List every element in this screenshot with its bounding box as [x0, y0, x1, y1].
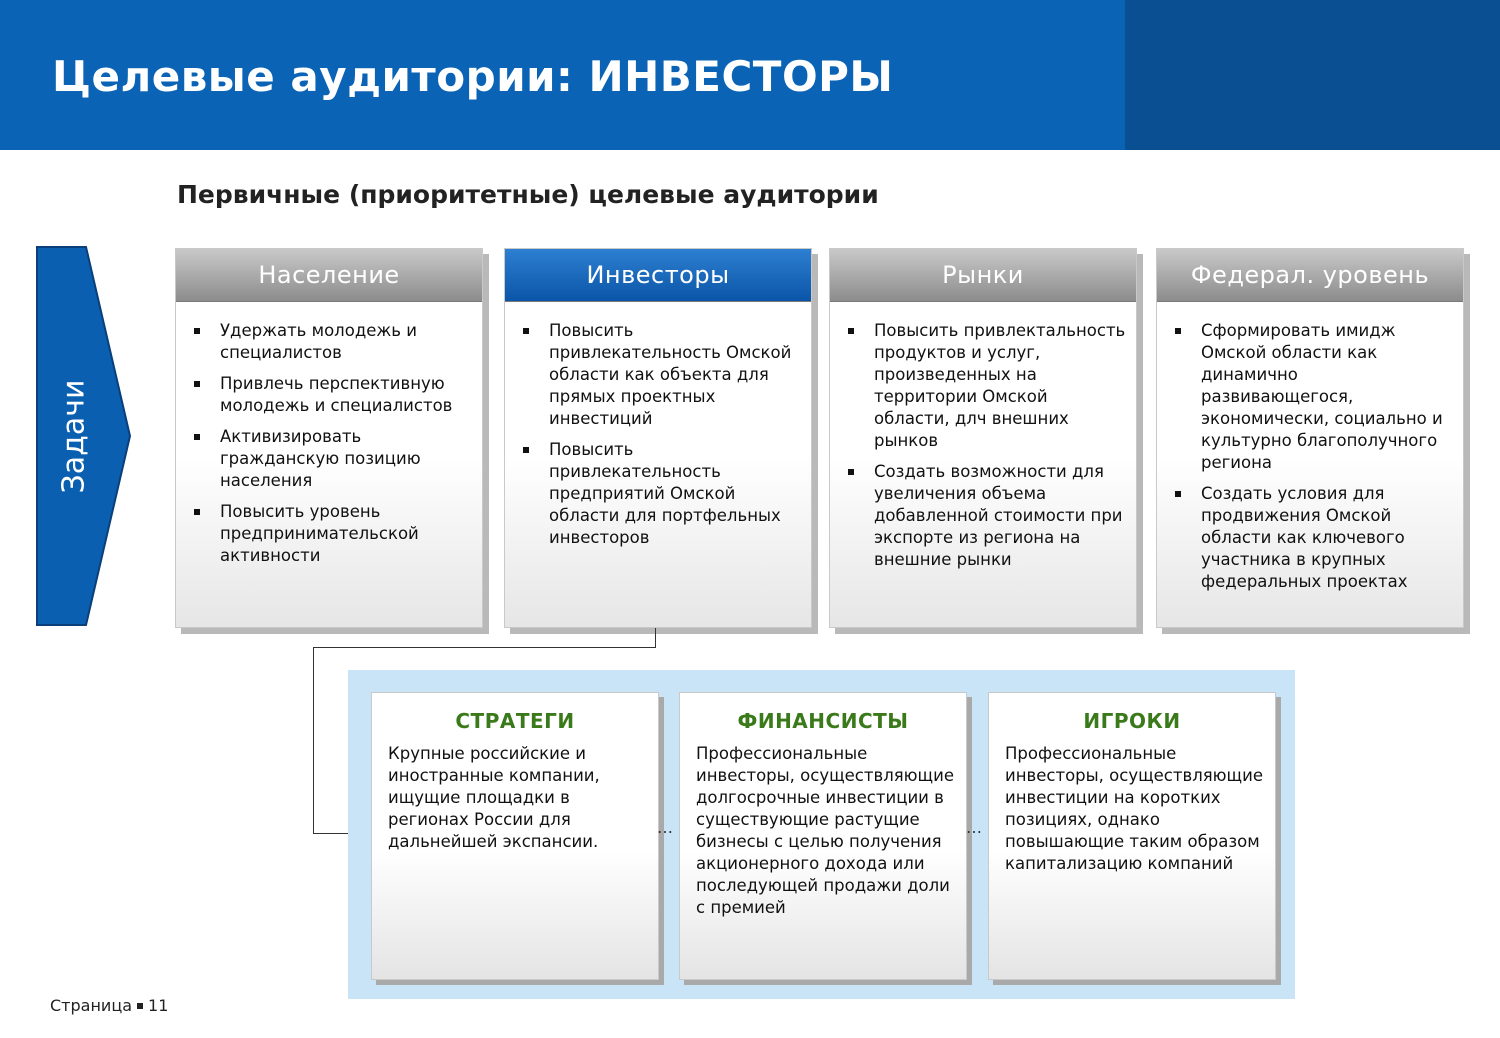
investor-type-strategists: [371, 692, 659, 980]
tasks-label: Задачи: [56, 379, 92, 493]
title-banner-accent: [1125, 0, 1500, 150]
bullet-icon: [137, 1003, 143, 1009]
page-number: [50, 996, 168, 1015]
list-item: Создать возможности для увеличения объема добавленной стоимости при экспорте из региона на внешние рынки: [874, 461, 1126, 571]
investor-type-players: [988, 692, 1276, 980]
card-header: Население: [176, 249, 482, 302]
card-header: Инвесторы: [505, 249, 811, 302]
card-markets: [829, 248, 1137, 628]
investor-type-description: Профессиональные инвесторы, осуществляющие долгосрочные инвестиции в существующие растущие бизнесы с целью получения акционерного дохода или последующей продажи доли с премией: [696, 744, 954, 917]
investor-type-title: ИГРОКИ: [1083, 709, 1181, 733]
investor-type-title: СТРАТЕГИ: [455, 709, 575, 733]
card-list: [505, 302, 811, 549]
card-list: [176, 302, 482, 567]
connector-line: [313, 833, 349, 834]
list-item: Сформировать имидж Омской области как динамично развивающегося, экономически, социально и культурно благополучного региона: [1201, 320, 1453, 474]
list-item: Повысить привлектальность продуктов и услуг, произведенных на территории Омской области, длч внешних рынков: [874, 321, 1126, 450]
section-subtitle: Первичные (приоритетные) целевые аудитории: [177, 180, 879, 209]
slide-title: Целевые аудитории: ИНВЕСТОРЫ: [52, 52, 894, 101]
card-population: [175, 248, 483, 628]
card-investors: [504, 248, 812, 628]
connector-line: [655, 628, 656, 647]
list-item: Привлечь перспективную молодежь и специалистов: [220, 373, 472, 417]
list-item: Активизировать гражданскую позицию населения: [220, 426, 472, 492]
investor-type-description: Профессиональные инвесторы, осуществляющие инвестиции на коротких позициях, однако повышающие таким образом капитализацию компаний: [1005, 744, 1263, 873]
separator-dots: …: [657, 818, 674, 837]
connector-line: [313, 647, 314, 833]
card-header: Рынки: [830, 249, 1136, 302]
list-item: Повысить уровень предпринимательской активности: [220, 501, 472, 567]
page-number-value: 11: [148, 996, 169, 1015]
list-item: Повысить привлекательность Омской области как объекта для прямых проектных инвестиций: [549, 320, 801, 430]
card-list: [1157, 302, 1463, 593]
investor-type-financiers: [679, 692, 967, 980]
connector-line: [313, 647, 656, 648]
card-header: Федерал. уровень: [1157, 249, 1463, 302]
list-item: Удержать молодежь и специалистов: [220, 320, 472, 364]
page-label: Страница: [50, 996, 133, 1015]
investor-type-description: Крупные российские и иностранные компании, ищущие площадки в регионах России для дальнейшей экспансии.: [388, 744, 600, 851]
separator-dots: …: [966, 818, 983, 837]
card-list: [830, 302, 1136, 571]
list-item: Создать условия для продвижения Омской области как ключевого участника в крупных федеральных проектах: [1201, 483, 1453, 593]
card-federal: [1156, 248, 1464, 628]
list-item: Повысить привлекательность предприятий Омской области для портфельных инвесторов: [549, 439, 801, 549]
investor-type-title: ФИНАНСИСТЫ: [737, 709, 909, 733]
